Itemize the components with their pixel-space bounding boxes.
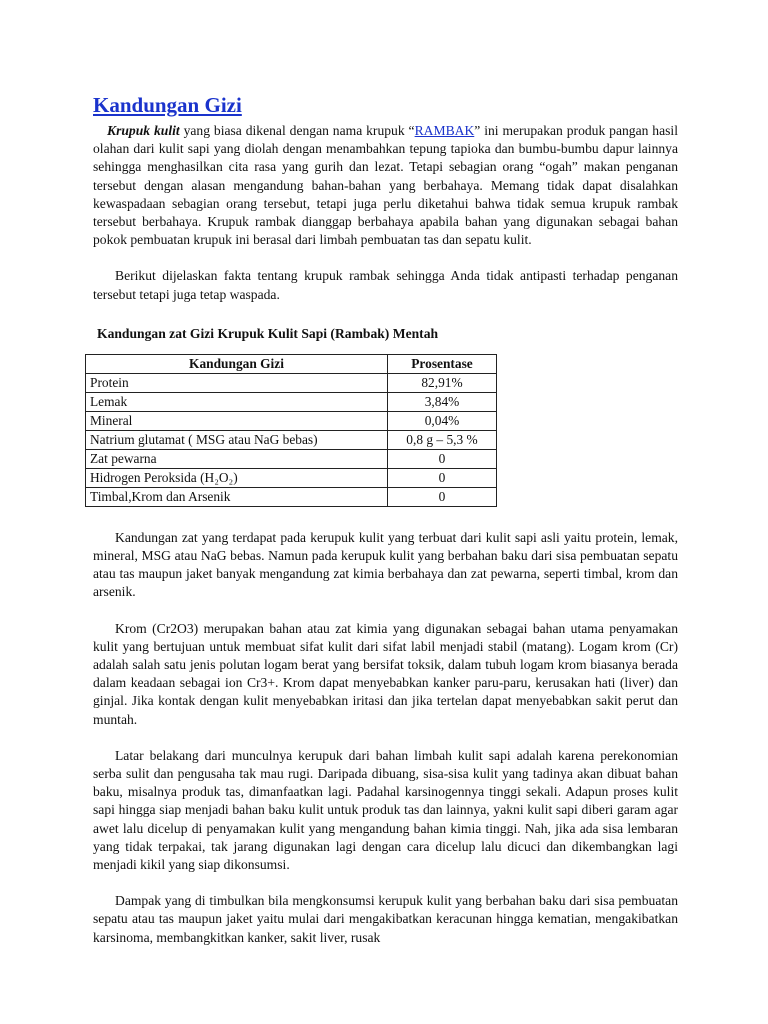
- page-title[interactable]: Kandungan Gizi: [93, 93, 242, 117]
- rambak-link[interactable]: RAMBAK: [414, 123, 475, 138]
- body-paragraph: Kandungan zat yang terdapat pada kerupuk kulit yang terbuat dari kulit sapi asli yaitu protein, lemak, mineral, MSG atau NaG bebas. Namun pada kerupuk kulit yang berbahan baku dari sisa pembuatan sepatu atau tas maupun jaket banyak mengandung zat kimia berbahaya dan zat pewarna, seperti timbal, krom dan arsenik.: [93, 529, 678, 600]
- percentage-cell: 3,84%: [388, 392, 497, 411]
- table-title: Kandungan zat Gizi Krupuk Kulit Sapi (Rambak) Mentah: [97, 325, 439, 341]
- intro-text-before-link: yang biasa dikenal dengan nama krupuk “: [179, 123, 415, 138]
- intro-text-after-link: ” ini merupakan produk pangan hasil olahan dari kulit sapi yang diolah dengan menambahkan tepung tapioka dan bumbu-bumbu dapur lainnya sehingga menghasilkan cita rasa yang gurih dan lezat. Tetapi sebagian orang “ogah” makan penganan tersebut dengan alasan mengandung bahan-bahan yang berbahaya. Memang tidak dapat disalahkan kewaspadaan sebagian orang tersebut, tetapi juga perlu diketahui bahwa tidak semua krupuk rambak tersebut berbahaya. Krupuk rambak dianggap berbahaya apabila bahan yang digunakan sebagai bahan pokok pembuatan krupuk ini berasal dari limbah pembuatan tas dan sepatu kulit.: [93, 123, 678, 248]
- nutrient-cell: Natrium glutamat ( MSG atau NaG bebas): [86, 430, 388, 449]
- header-percentage: Prosentase: [388, 354, 497, 373]
- nutrient-cell: Lemak: [86, 392, 388, 411]
- percentage-cell: 0,04%: [388, 411, 497, 430]
- table-header-row: [86, 354, 497, 373]
- percentage-cell: 0,8 g – 5,3 %: [388, 430, 497, 449]
- percentage-cell: 0: [388, 468, 497, 487]
- nutrition-table: [85, 354, 497, 507]
- body-paragraph: Latar belakang dari munculnya kerupuk dari bahan limbah kulit sapi adalah karena perekonomian serba sulit dan pengusaha tak mau rugi. Daripada dibuang, sisa-sisa kulit yang tadinya akan dibuat bahan baku, misalnya produk tas, dimanfaatkan lagi. Padahal karsinogennya tinggi sekali. Adapun proses kulit sapi hingga siap menjadi bahan baku kulit untuk produk tas dan lainnya, yakni kulit sapi diberi garam agar awet lalu dicelup di penyamakan kulit yang mengandung bahan kimia tinggi. Nah, jika ada sisa lembaran yang tidak terpakai, tak jarang digunakan lagi dengan cara dicelup lalu dicuci dan dikembangkan lagi menjadi kikil yang siap dikonsumsi.: [93, 747, 678, 873]
- table-row: [86, 430, 497, 449]
- table-row: [86, 411, 497, 430]
- percentage-cell: 0: [388, 449, 497, 468]
- table-row: [86, 468, 497, 487]
- document-page: [90, 92, 678, 947]
- nutrient-cell: Timbal,Krom dan Arsenik: [86, 487, 388, 506]
- intro-bold-term: Krupuk kulit: [107, 123, 180, 138]
- nutrient-cell: Zat pewarna: [86, 449, 388, 468]
- intro-paragraph: [93, 122, 678, 249]
- percentage-cell: 0: [388, 487, 497, 506]
- header-nutrient: Kandungan Gizi: [86, 354, 388, 373]
- nutrient-cell: Hidrogen Peroksida (H₂O₂): [86, 468, 388, 487]
- spacer: [93, 249, 678, 267]
- spacer: [93, 602, 678, 620]
- nutrient-cell: Protein: [86, 373, 388, 392]
- spacer: [93, 729, 678, 747]
- percentage-cell: 82,91%: [388, 373, 497, 392]
- spacer: [93, 874, 678, 892]
- spacer: [93, 507, 678, 529]
- table-row: [86, 373, 497, 392]
- nutrient-cell: Mineral: [86, 411, 388, 430]
- facts-paragraph: Berikut dijelaskan fakta tentang krupuk rambak sehingga Anda tidak antipasti terhadap penganan tersebut tetapi juga tetap waspada.: [93, 268, 678, 302]
- body-paragraph: Dampak yang di timbulkan bila mengkonsumsi kerupuk kulit yang berbahan baku dari sisa pembuatan sepatu atau tas maupun jaket yaitu mulai dari mengakibatkan keracunan hingga kematian, mengakibatkan karsinoma, membangkitkan kanker, sakit liver, rusak: [93, 893, 678, 945]
- body-paragraph: Krom (Cr2O3) merupakan bahan atau zat kimia yang digunakan sebagai bahan utama penyamakan kulit yang bertujuan untuk membuat sifat kulit dari sifat labil menjadi stabil (matang). Logam krom (Cr) adalah salah satu jenis polutan logam berat yang bersifat toksik, dalam tubuh logam krom biasanya berada dalam keadaan sebagai ion Cr3+. Krom dapat menyebabkan kanker paru-paru, kerusakan hati (liver) dan ginjal. Jika kontak dengan kulit menyebabkan iritasi dan jika tertelan dapat menyebabkan sakit perut dan muntah.: [93, 620, 678, 727]
- table-row: [86, 449, 497, 468]
- table-row: [86, 392, 497, 411]
- table-row: [86, 487, 497, 506]
